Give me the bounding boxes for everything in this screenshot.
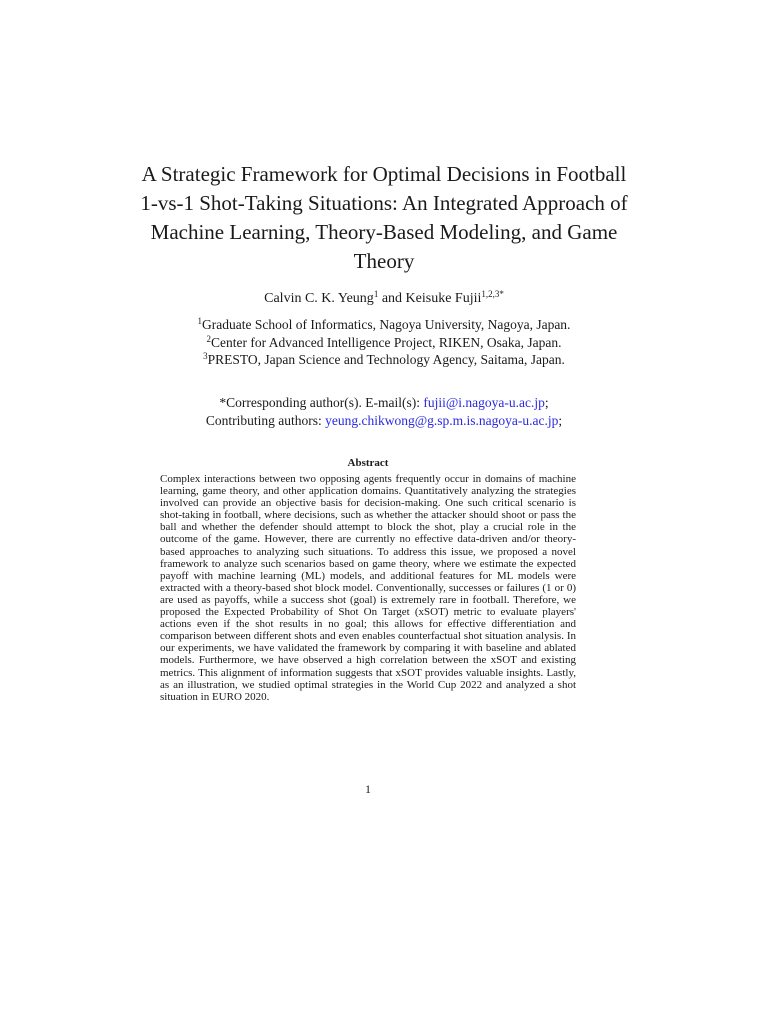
affiliation-list	[134, 316, 634, 369]
author-affiliation-mark: 1,2,3*	[481, 289, 504, 299]
affiliation-text: Graduate School of Informatics, Nagoya University, Nagoya, Japan.	[202, 317, 571, 332]
corresponding-author-line	[134, 394, 634, 412]
affiliation-item	[134, 316, 634, 334]
author-conjunction: and	[378, 291, 406, 306]
author-list	[134, 290, 634, 308]
affiliation-mark: 3	[203, 351, 208, 361]
contributing-authors-line	[134, 412, 634, 430]
author-name: Calvin C. K. Yeung	[264, 291, 374, 306]
corresponding-email-link[interactable]: fujii@i.nagoya-u.ac.jp	[423, 395, 545, 410]
contributing-suffix: ;	[558, 413, 563, 428]
affiliation-mark: 1	[197, 316, 203, 326]
contact-block	[134, 394, 634, 430]
contributing-email-link[interactable]: yeung.chikwong@g.sp.m.is.nagoya-u.ac.jp	[325, 413, 559, 428]
affiliation-item	[134, 351, 634, 369]
contributing-label: Contributing authors:	[205, 413, 326, 428]
page-number: 1	[365, 782, 371, 796]
affiliation-mark: 2	[206, 333, 211, 344]
affiliation-text: Center for Advanced Intelligence Project, RIKEN, Osaka, Japan.	[210, 334, 562, 350]
abstract-heading: Abstract	[347, 457, 389, 469]
paper-title: A Strategic Framework for Optimal Decisions in Football 1-vs-1 Shot-Taking Situations: An Integrated Approach of Machine Learning, Theory-Based Modeling, and Game Theory	[140, 162, 628, 273]
author-affiliation-mark: 1	[373, 289, 379, 299]
corresponding-suffix: ;	[544, 395, 549, 410]
author-name: Keisuke Fujii	[405, 291, 482, 306]
affiliation-text: PRESTO, Japan Science and Technology Agency, Saitama, Japan.	[207, 352, 565, 367]
abstract-body: Complex interactions between two opposing agents frequently occur in domains of machine learning, game theory, and other application domains. Quantitatively analyzing the strategies involved can provide an objective basis for decision-making. One such critical scenario is shot-taking in football, where decisions, such as whether the attacker should shoot or pass the ball and whether the defender should attempt to block the shot, play a crucial role in the outcome of the game. However, there are currently no effective data-driven and/or theory-based approaches to analyzing such situations. To address this issue, we proposed a novel framework to analyze such scenarios based on game theory, where we estimate the expected payoff with machine learning (ML) models, and additional features for ML models were extracted with a theory-based shot block model. Conventionally, successes or failures (1 or 0) are used as payoffs, while a success shot (goal) is extremely rare in football. Therefore, we proposed the Expected Probability of Shot On Target (xSOT) metric to evaluate players' actions even if the shot results in no goal; this allows for effective differentiation and comparison between different shots and even enables counterfactual shot situation analysis. In our experiments, we have validated the framework by comparing it with baseline and ablated models. Furthermore, we have observed a high correlation between the xSOT and existing metrics. This alignment of information suggests that xSOT provides valuable insights. Lastly, as an illustration, we studied optimal strategies in the World Cup 2022 and analyzed a shot situation in EURO 2020.	[160, 473, 576, 703]
affiliation-item	[134, 334, 634, 352]
corresponding-label: *Corresponding author(s). E-mail(s):	[219, 395, 424, 410]
